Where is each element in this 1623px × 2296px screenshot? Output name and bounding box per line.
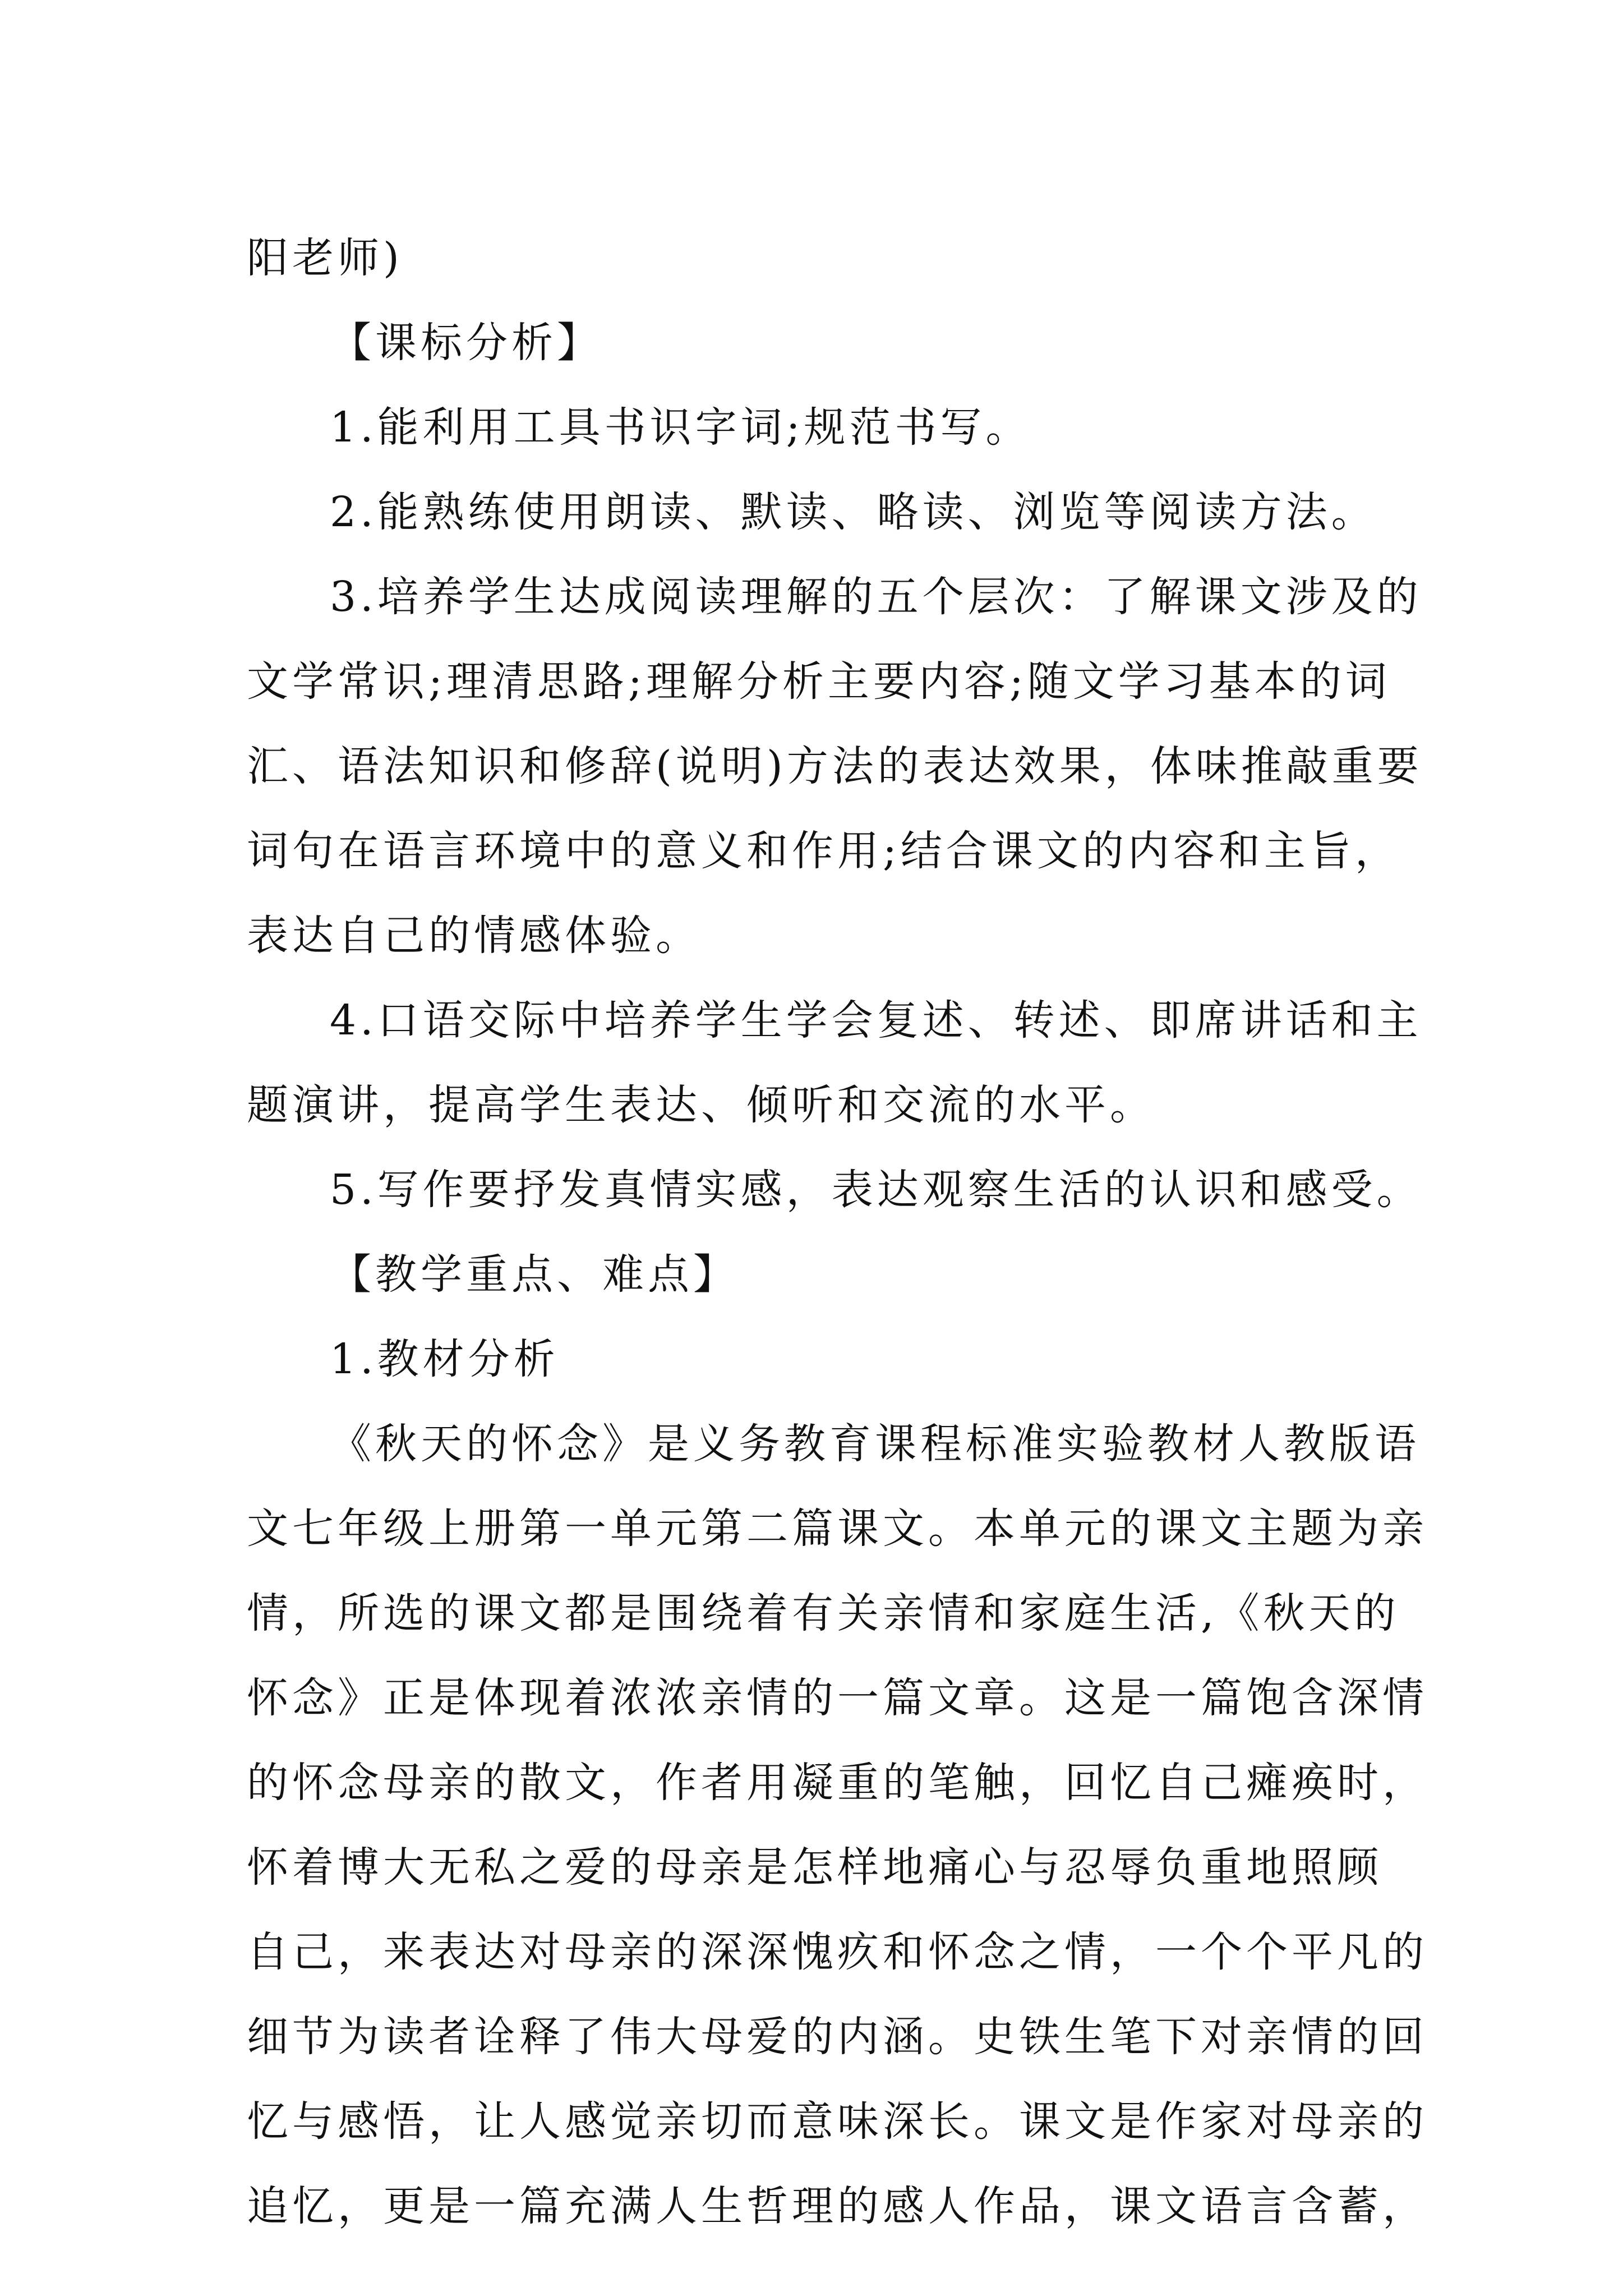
subheading-textbook-analysis: 1.教材分析 bbox=[330, 1335, 559, 1383]
document-body bbox=[247, 216, 1428, 2249]
text-line: 阳老师) bbox=[247, 234, 403, 282]
text-line: 的怀念母亲的散文，作者用凝重的笔触，回忆自己瘫痪时， bbox=[247, 1759, 1428, 1807]
text-line: 怀念》正是体现着浓浓亲情的一篇文章。这是一篇饱含深情 bbox=[247, 1674, 1428, 1722]
text-line: 表达自己的情感体验。 bbox=[247, 912, 701, 960]
list-item: 4.口语交际中培养学生学会复述、转述、即席讲话和主 bbox=[330, 996, 1422, 1045]
text-line: 自己，来表达对母亲的深深愧疚和怀念之情，一个个平凡的 bbox=[247, 1928, 1428, 1976]
list-item: 5.写作要抒发真情实感，表达观察生活的认识和感受。 bbox=[330, 1166, 1422, 1214]
text-line: 文学常识;理清思路;理解分析主要内容;随文学习基本的词 bbox=[247, 657, 1391, 706]
list-item: 3.培养学生达成阅读理解的五个层次：了解课文涉及的 bbox=[330, 573, 1422, 621]
text-line: 文七年级上册第一单元第二篇课文。本单元的课文主题为亲 bbox=[247, 1504, 1428, 1553]
text-line: 细节为读者诠释了伟大母爱的内涵。史铁生笔下对亲情的回 bbox=[247, 2013, 1428, 2061]
section-heading-key-points: 【教学重点、难点】 bbox=[330, 1250, 739, 1299]
text-line: 词句在语言环境中的意义和作用;结合课文的内容和主旨， bbox=[247, 827, 1400, 875]
text-line: 忆与感悟，让人感觉亲切而意味深长。课文是作家对母亲的 bbox=[247, 2097, 1428, 2146]
section-heading-curriculum-analysis: 【课标分析】 bbox=[330, 319, 602, 367]
list-item: 1.能利用工具书识字词;规范书写。 bbox=[330, 403, 1031, 452]
text-line: 汇、语法知识和修辞(说明)方法的表达效果，体味推敲重要 bbox=[247, 742, 1423, 790]
text-line: 追忆，更是一篇充满人生哲理的感人作品，课文语言含蓄， bbox=[247, 2182, 1428, 2230]
list-item: 2.能熟练使用朗读、默读、略读、浏览等阅读方法。 bbox=[330, 488, 1377, 536]
text-line: 怀着博大无私之爱的母亲是怎样地痛心与忍辱负重地照顾 bbox=[247, 1843, 1382, 1892]
paragraph-start: 《秋天的怀念》是义务教育课程标准实验教材人教版语 bbox=[330, 1420, 1420, 1468]
text-line: 题演讲，提高学生表达、倾听和交流的水平。 bbox=[247, 1081, 1155, 1129]
text-line: 情，所选的课文都是围绕着有关亲情和家庭生活,《秋天的 bbox=[247, 1589, 1400, 1637]
